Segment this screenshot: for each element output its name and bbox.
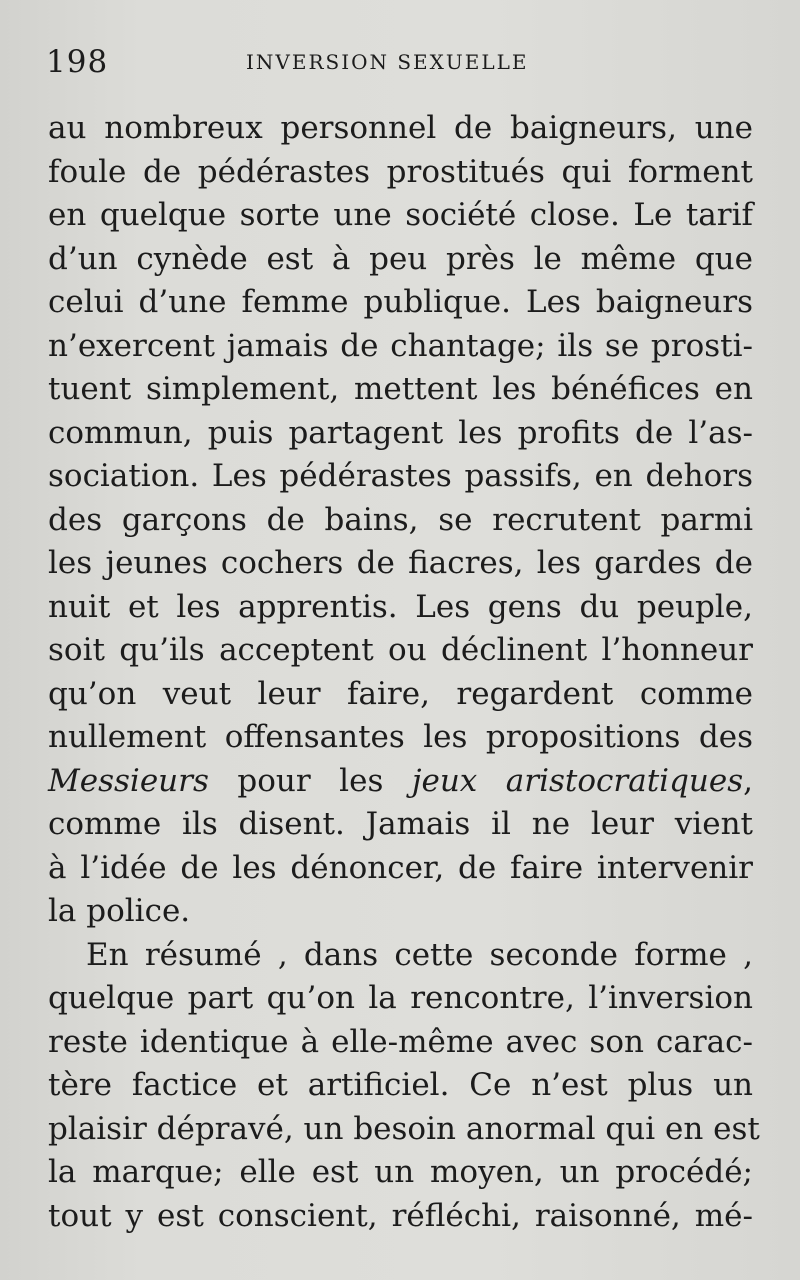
text-line: foule de pédérastes prostitués qui forment [48,153,753,190]
text-line: En résumé , dans cette seconde forme , [86,936,753,973]
text-line: au nombreux personnel de baigneurs, une [48,110,753,146]
text-line: nullement offensantes les propositions des [48,719,753,755]
text-line: des garçons de bains, se recrutent parmi [48,501,753,538]
body-text [48,107,760,1238]
text-line: comme ils disent. Jamais il ne leur vient [48,806,753,842]
text-line: la police. [48,893,191,929]
text-line: tère factice et artificiel. Ce n’est plus un [48,1067,753,1103]
text-line: tuent simplement, mettent les bénéfices en [48,371,753,407]
page-number: 198 [46,44,109,80]
text-line: reste identique à elle-même avec son carac- [48,1023,753,1060]
text-fragment: , [743,762,753,799]
text-line: soit qu’ils acceptent ou déclinent l’honneur [48,632,753,668]
italic-jeux-aristocratiques: jeux aristocratiques [411,762,744,799]
paragraph-2 [48,934,760,1239]
paragraph-1 [48,107,753,934]
text-line: plaisir dépravé, un besoin anormal qui en est [48,1110,760,1147]
text-line: à l’idée de les dénoncer, de faire intervenir [48,849,753,886]
text-line: celui d’une femme publique. Les baigneurs [48,284,753,320]
text-line: en quelque sorte une société close. Le tarif [48,197,753,233]
text-fragment: pour les [208,762,412,799]
text-line: sociation. Les pédérastes passifs, en dehors [48,458,753,494]
text-line: n’exercent jamais de chantage; ils se prosti- [48,327,753,364]
text-line: commun, puis partagent les profits de l’as- [48,414,753,451]
running-title: INVERSION SEXUELLE [246,50,529,74]
text-line: la marque; elle est un moyen, un procédé; [48,1154,753,1190]
text-line: nuit et les apprentis. Les gens du peuple, [48,588,753,625]
text-line: tout y est conscient, réfléchi, raisonné, mé- [48,1197,753,1234]
text-line-italic [48,760,753,804]
italic-messieurs: Messieurs [48,762,209,799]
text-line: les jeunes cochers de fiacres, les gardes de [48,545,753,581]
text-line: quelque part qu’on la rencontre, l’inversion [48,980,753,1016]
text-line: d’un cynède est à peu près le même que [48,240,753,277]
text-line: qu’on veut leur faire, regardent comme [48,675,753,712]
